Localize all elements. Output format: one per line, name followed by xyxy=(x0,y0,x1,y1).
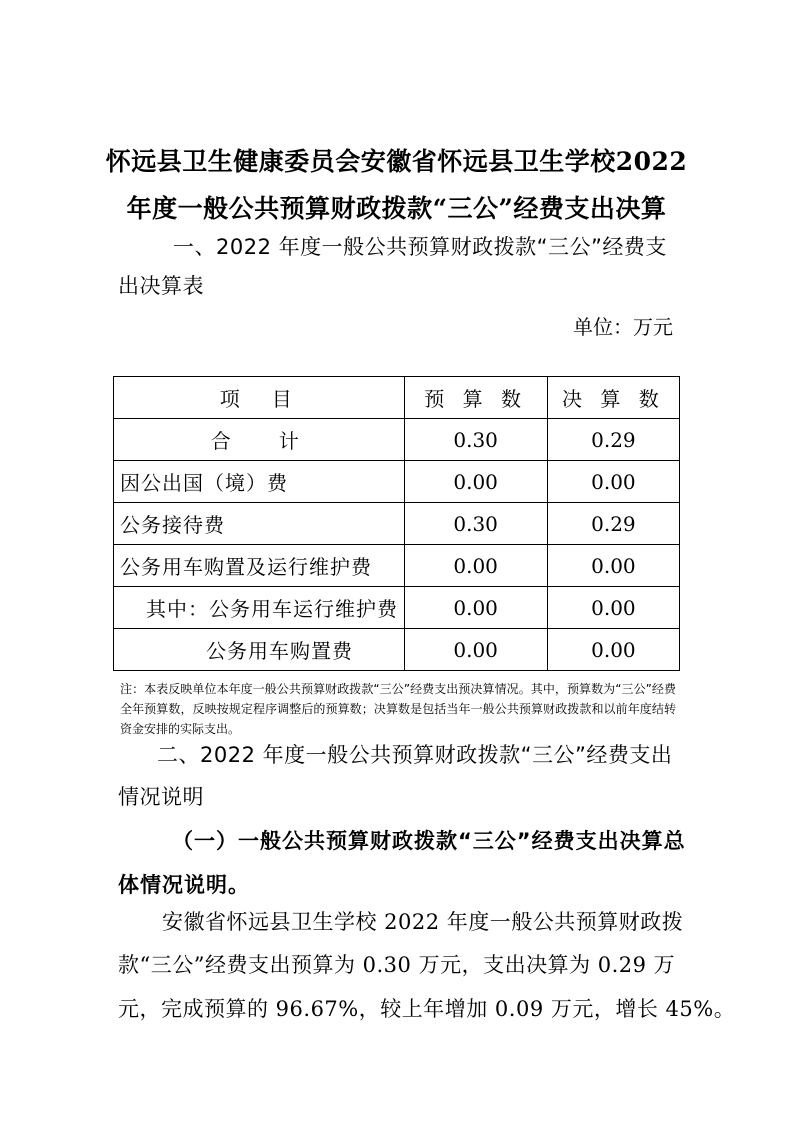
row-budget: 0.00 xyxy=(404,629,547,671)
row-actual: 0.00 xyxy=(547,461,679,503)
section-1-heading-cont: 出决算表 xyxy=(118,274,204,298)
document-title-line-2: 年度一般公共预算财政拨款“三公”经费支出决算 xyxy=(126,194,667,223)
document-title-line-1: 怀远县卫生健康委员会安徽省怀远县卫生学校2022 xyxy=(105,147,688,176)
table-row xyxy=(114,545,680,587)
paragraph-line-1: 安徽省怀远县卫生学校 2022 年度一般公共预算财政拨 xyxy=(162,910,684,934)
table-header-row xyxy=(114,377,680,419)
paragraph-line-2: 款“三公”经费支出预算为 0.30 万元，支出决算为 0.29 万 xyxy=(118,953,676,977)
paragraph-line-3: 元，完成预算的 96.67%，较上年增加 0.09 万元，增长 45%。 xyxy=(118,997,736,1021)
row-label: 公务用车购置及运行维护费 xyxy=(114,545,405,587)
header-actual: 决 算 数 xyxy=(547,377,679,419)
row-actual: 0.00 xyxy=(547,587,679,629)
expense-table xyxy=(113,376,680,671)
section-2-heading: 二、2022 年度一般公共预算财政拨款“三公”经费支出 xyxy=(157,743,673,767)
total-budget: 0.30 xyxy=(404,419,547,461)
row-actual: 0.00 xyxy=(547,545,679,587)
row-actual: 0.29 xyxy=(547,503,679,545)
header-item: 项 目 xyxy=(114,377,405,419)
table-row xyxy=(114,461,680,503)
table-note: 注：本表反映单位本年度一般公共预算财政拨款“三公”经费支出预决算情况。其中，预算数为“三公”经费全年预算数，反映按规定程序调整后的预算数；决算数是包括当年一般公共预算财政拨款和以前年度结转资金安排的实际支出。 xyxy=(120,682,676,736)
row-label: 其中：公务用车运行维护费 xyxy=(114,587,405,629)
table-row xyxy=(114,629,680,671)
row-budget: 0.30 xyxy=(404,503,547,545)
table-row-total xyxy=(114,419,680,461)
row-label: 公务用车购置费 xyxy=(114,629,405,671)
total-actual: 0.29 xyxy=(547,419,679,461)
unit-label: 单位：万元 xyxy=(573,315,673,339)
table-row xyxy=(114,587,680,629)
row-actual: 0.00 xyxy=(547,629,679,671)
section-1-heading: 一、2022 年度一般公共预算财政拨款“三公”经费支 xyxy=(173,235,667,259)
row-label: 因公出国（境）费 xyxy=(114,461,405,503)
row-label: 公务接待费 xyxy=(114,503,405,545)
section-2-heading-cont: 情况说明 xyxy=(118,785,204,809)
subsection-heading: （一）一般公共预算财政拨款“三公”经费支出决算总 xyxy=(172,829,686,853)
table-row xyxy=(114,503,680,545)
total-label: 合 计 xyxy=(114,419,405,461)
subsection-heading-cont: 体情况说明。 xyxy=(118,873,250,897)
row-budget: 0.00 xyxy=(404,587,547,629)
row-budget: 0.00 xyxy=(404,545,547,587)
row-budget: 0.00 xyxy=(404,461,547,503)
header-budget: 预 算 数 xyxy=(404,377,547,419)
